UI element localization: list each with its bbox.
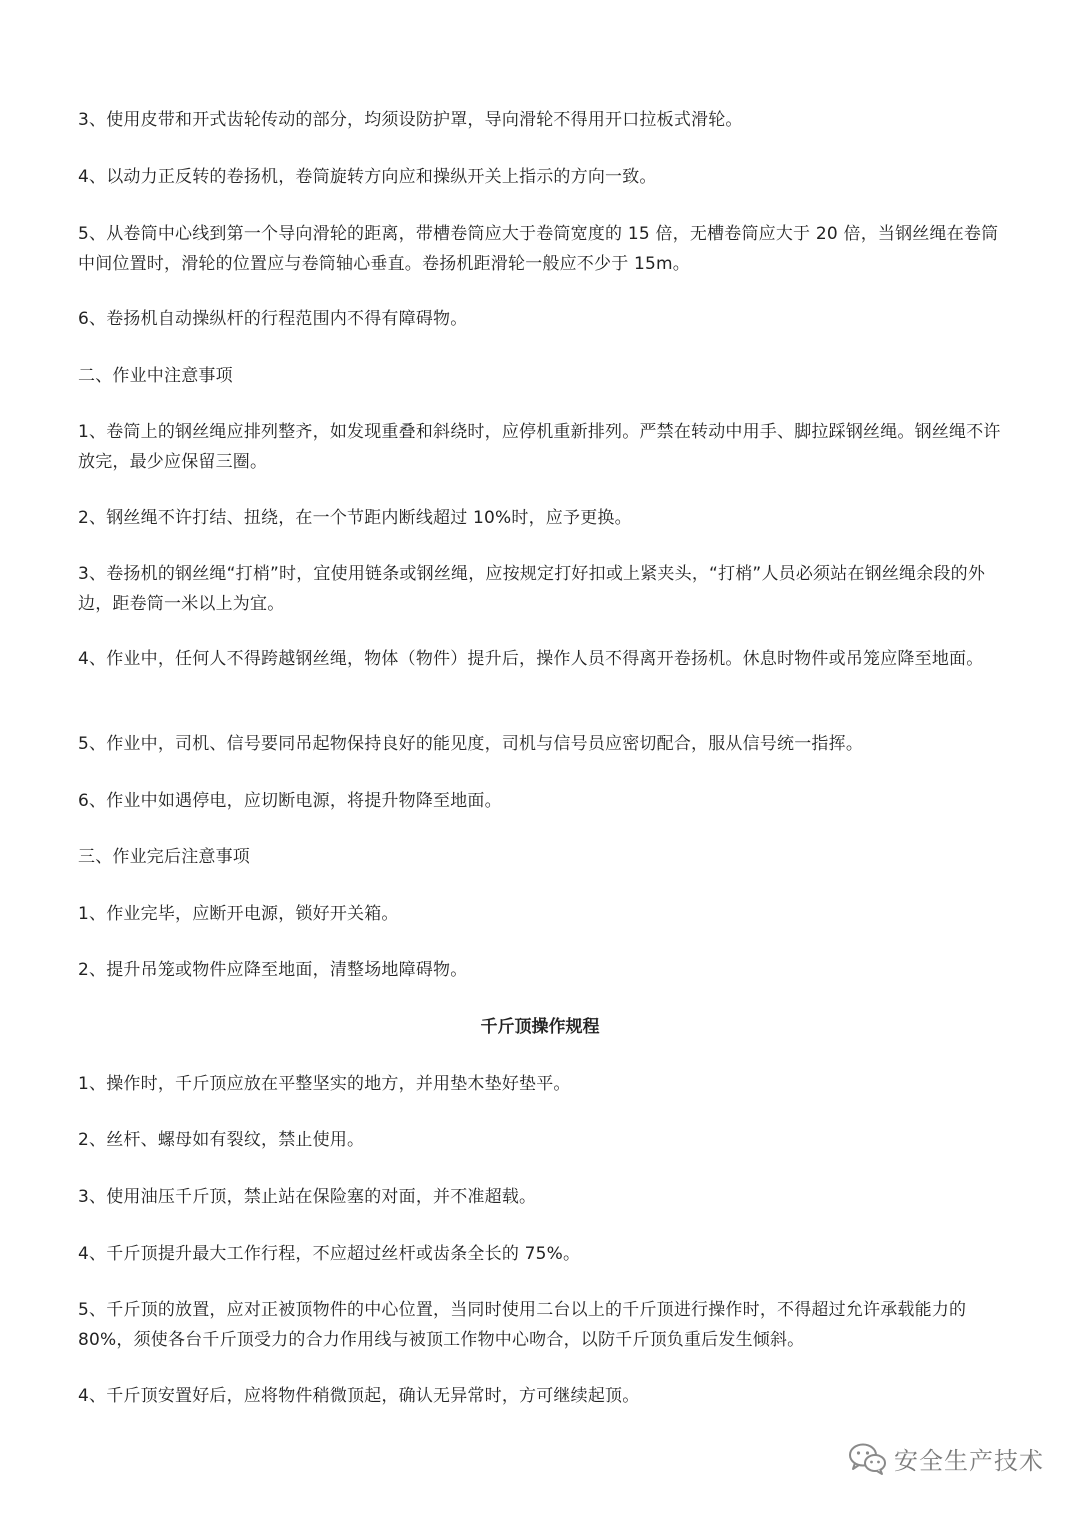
paragraph: 2、丝杆、螺母如有裂纹，禁止使用。 bbox=[78, 1130, 365, 1150]
paragraph: 4、千斤顶提升最大工作行程，不应超过丝杆或齿条全长的 75%。 bbox=[78, 1244, 581, 1264]
watermark-text: 安全生产技术 bbox=[894, 1447, 1044, 1475]
paragraph: 1、卷筒上的钢丝绳应排列整齐，如发现重叠和斜绕时，应停机重新排列。严禁在转动中用手、脚拉踩钢丝绳。钢丝绳不许放完，最少应保留三圈。 bbox=[78, 422, 1001, 472]
paragraph: 3、使用油压千斤顶，禁止站在保险塞的对面，并不准超载。 bbox=[78, 1187, 537, 1207]
paragraph: 6、卷扬机自动操纵杆的行程范围内不得有障碍物。 bbox=[78, 309, 468, 329]
paragraph: 3、卷扬机的钢丝绳“打梢”时，宜使用链条或钢丝绳，应按规定打好扣或上紧夹头，“打梢”人员必须站在钢丝绳余段的外边，距卷筒一米以上为宜。 bbox=[78, 564, 986, 614]
paragraph: 1、作业完毕，应断开电源，锁好开关箱。 bbox=[78, 904, 399, 924]
document-title: 千斤顶操作规程 bbox=[480, 1017, 600, 1037]
paragraph: 4、作业中，任何人不得跨越钢丝绳，物体（物件）提升后，操作人员不得离开卷扬机。休息时物件或吊笼应降至地面。 bbox=[78, 649, 984, 669]
paragraph: 4、以动力正反转的卷扬机，卷筒旋转方向应和操纵开关上指示的方向一致。 bbox=[78, 167, 657, 187]
paragraph: 4、千斤顶安置好后，应将物件稍微顶起，确认无异常时，方可继续起顶。 bbox=[78, 1386, 640, 1406]
paragraph: 2、钢丝绳不许打结、扭绕，在一个节距内断线超过 10%时，应予更换。 bbox=[78, 508, 632, 528]
paragraph: 6、作业中如遇停电，应切断电源，将提升物降至地面。 bbox=[78, 791, 502, 811]
section-heading: 三、作业完后注意事项 bbox=[78, 847, 250, 867]
paragraph: 2、提升吊笼或物件应降至地面，清整场地障碍物。 bbox=[78, 960, 468, 980]
section-heading: 二、作业中注意事项 bbox=[78, 366, 233, 386]
wechat-icon bbox=[848, 1442, 888, 1476]
paragraph: 3、使用皮带和开式齿轮传动的部分，均须设防护罩，导向滑轮不得用开口拉板式滑轮。 bbox=[78, 110, 743, 130]
watermark bbox=[848, 1441, 1044, 1476]
paragraph: 1、操作时，千斤顶应放在平整坚实的地方，并用垫木垫好垫平。 bbox=[78, 1074, 571, 1094]
paragraph: 5、从卷筒中心线到第一个导向滑轮的距离，带槽卷筒应大于卷筒宽度的 15 倍，无槽卷筒应大于 20 倍，当钢丝绳在卷筒中间位置时，滑轮的位置应与卷筒轴心垂直。卷扬机距滑轮一般应不少于 15m。 bbox=[78, 224, 999, 274]
paragraph: 5、作业中，司机、信号要同吊起物保持良好的能见度，司机与信号员应密切配合，服从信号统一指挥。 bbox=[78, 734, 864, 754]
paragraph: 5、千斤顶的放置，应对正被顶物件的中心位置，当同时使用二台以上的千斤顶进行操作时，不得超过允许承载能力的 80%，须使各台千斤顶受力的合力作用线与被顶工作物中心吻合，以防千斤顶负重后发生倾斜。 bbox=[78, 1300, 967, 1350]
